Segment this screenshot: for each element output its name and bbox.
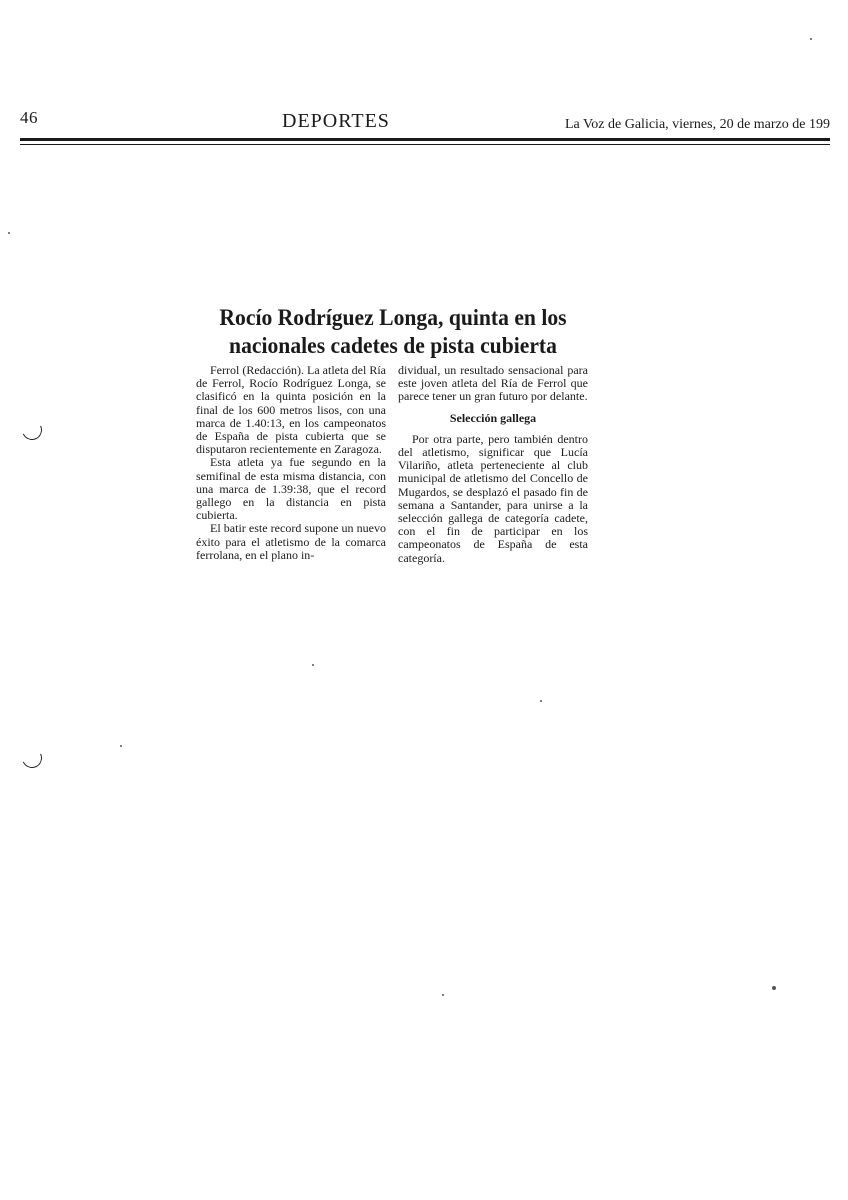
paragraph-continuation: dividual, un resultado sensacional para este joven atleta del Ría de Ferrol que parece tener un gran futuro por delante. — [398, 363, 588, 404]
punch-hole-mark — [19, 417, 45, 443]
headline-line-1: Rocío Rodríguez Longa, quinta en los — [219, 305, 567, 331]
speck — [312, 664, 314, 666]
headline-line-2: nacionales cadetes de pista cubierta — [229, 333, 557, 359]
speck — [772, 986, 776, 990]
article-column-2 — [398, 364, 588, 565]
speck — [8, 232, 10, 234]
header-rule-thin — [20, 144, 830, 145]
article-column-1 — [196, 364, 386, 562]
speck — [540, 700, 542, 702]
subheading: Selección gallega — [449, 410, 537, 425]
paragraph: Ferrol (Redacción). La atleta del Ría de Ferrol, Rocío Rodríguez Longa, se clasificó en la quinta posición en la final de los 600 metros lisos, con una marca de 1.40:13, en los campeonatos de España de pista cubierta que se disputaron recientemente en Zaragoza. — [196, 363, 386, 457]
speck — [120, 745, 122, 747]
paragraph: Por otra parte, pero también dentro del atletismo, significar que Lucía Vilariño, atleta perteneciente al club municipal de atletismo del Concello de Mugardos, se desplazó el pasado fin de semana a Santander, para unirse a la selección gallega de categoría cadete, con el fin de participar en los campeonatos de España de esta categoría. — [398, 431, 588, 565]
paragraph: El batir este record supone un nuevo éxito para el atletismo de la comarca ferrolana, en el plano in- — [196, 521, 386, 562]
punch-hole-mark — [19, 745, 45, 771]
section-title: DEPORTES — [282, 110, 390, 132]
paragraph: Esta atleta ya fue segundo en la semifinal de esta misma distancia, con una marca de 1.39:38, que el record gallego en la distancia en pista cubierta. — [196, 455, 386, 523]
speck — [810, 38, 812, 40]
page-number: 46 — [20, 108, 38, 127]
article-headline — [214, 304, 573, 360]
masthead-dateline: La Voz de Galicia, viernes, 20 de marzo de 199 — [564, 117, 830, 132]
header-rule-thick — [20, 138, 830, 141]
speck — [442, 994, 444, 996]
